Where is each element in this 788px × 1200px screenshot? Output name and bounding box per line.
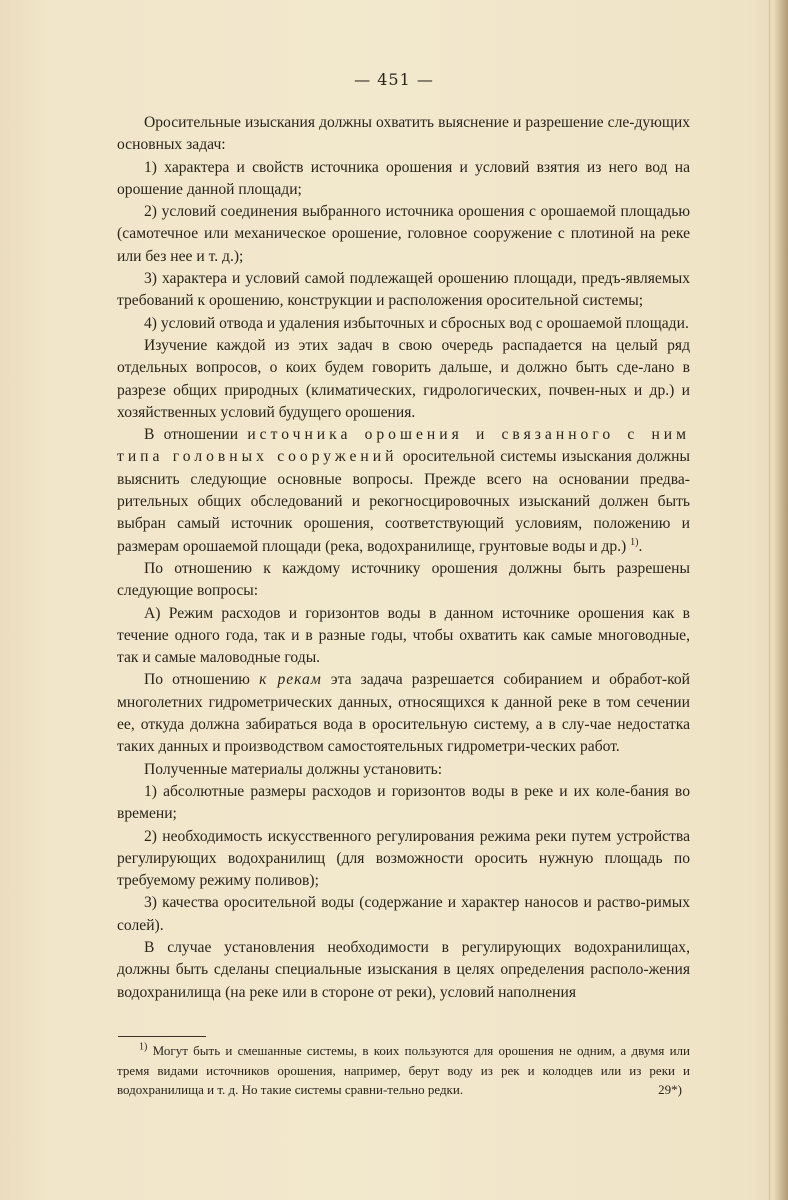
footnote	[117, 1041, 690, 1100]
paragraph: По отношению к каждому источнику орошения должны быть разрешены следующие вопросы:	[117, 559, 690, 600]
footnote-text: Могут быть и смешанные системы, в коих пользуются для орошения не одним, а двумя или тремя видами источников орошения, например, берут воду из рек и колодцев или из реки и водохранилища и т. д. Но такие системы сравни-тельно редки.	[117, 1043, 690, 1097]
page-edge-line	[769, 0, 770, 1200]
paragraph: 1) абсолютные размеры расходов и горизонтов воды в реке и их коле-бания во времени;	[117, 782, 690, 823]
page-number: — 451 —	[354, 70, 434, 89]
paragraph: 2) необходимость искусственного регулирования режима реки путем устройства регулирующих водохранилищ (для возможности оросить нужную площадь по требуемому режиму поливов);	[117, 827, 690, 890]
footnote-reference: 1)	[630, 536, 639, 548]
paragraph: 3) характера и условий самой подлежащей орошению площади, предъ-являемых требований к орошению, конструкции и расположения оросительной системы;	[117, 270, 690, 310]
footnote-divider	[118, 1036, 206, 1037]
paragraph: Оросительные изыскания должны охватить выяснение и разрешение сле-дующих основных задач:	[117, 114, 690, 154]
paragraph: В случае установления необходимости в регулирующих водохранилищах, должны быть сделаны специальные изыскания в целях определения располо-жения водохранилища (на реке или в стороне от реки), условий наполнения	[117, 938, 690, 1001]
spaced-emphasis: источника орошения и связанного с ним типа головных сооружений	[117, 426, 691, 466]
page-edge-shadow	[774, 0, 788, 1200]
paragraph	[117, 424, 690, 558]
paragraph: А) Режим расходов и горизонтов воды в данном источнике орошения как в течение одного года, так и в разные годы, чтобы охватить как самые многоводные, так и самые маловодные годы.	[117, 604, 690, 667]
signature-mark: 29*)	[658, 1082, 682, 1097]
paragraph: Полученные материалы должны установить:	[144, 760, 443, 778]
paragraph: 1) характера и свойств источника орошения и условий взятия из него вод на орошение данной площади;	[117, 158, 690, 198]
paragraph-lead: В отношении	[144, 426, 239, 444]
paragraph-body: эта задача разрешается собиранием и обработ-кой многолетних гидрометрических данных, относящихся к данной реке в том сечении ее, откуда должна забираться вода в оросительную систему, а в слу-чае недостатка таких данных и производством самостоятельных гидрометри-ческих работ.	[117, 671, 690, 756]
paragraph: Изучение каждой из этих задач в свою очередь распадается на целый ряд отдельных вопросов, о коих будем говорить дальше, и должно быть сде-лано в разрезе общих природных (климатических, гидрологических, почвен-ных и др.) и хозяйственных условий будущего орошения.	[117, 336, 690, 421]
footnote-mark: 1)	[139, 1041, 148, 1053]
paragraph: 4) условий отвода и удаления избыточных и сбросных вод с орошаемой площади.	[144, 314, 689, 332]
paragraph-lead: По отношению	[144, 671, 250, 689]
paragraph	[117, 669, 690, 758]
paragraph-end: .	[638, 537, 643, 555]
paragraph: 2) условий соединения выбранного источника орошения с орошаемой площадью (самотечное или механическое орошение, головное сооружение с плотиной на реке или без нее и т. д.);	[117, 203, 690, 265]
paragraph-body: оросительной системы изыскания должны выяснить следующие основные вопросы. Прежде всего на основании предва-рительных общих обследований и рекогносцировочных изысканий должен быть выбран самый источник орошения, соответствующий условиям, положению и размерам орошаемой площади (река, водохранилище, грунтовые воды и др.)	[117, 448, 691, 555]
paragraph: 3) качества оросительной воды (содержание и характер наносов и раство-римых солей).	[117, 894, 690, 934]
main-text	[117, 112, 690, 1004]
italic-emphasis: к рекам	[259, 671, 322, 689]
